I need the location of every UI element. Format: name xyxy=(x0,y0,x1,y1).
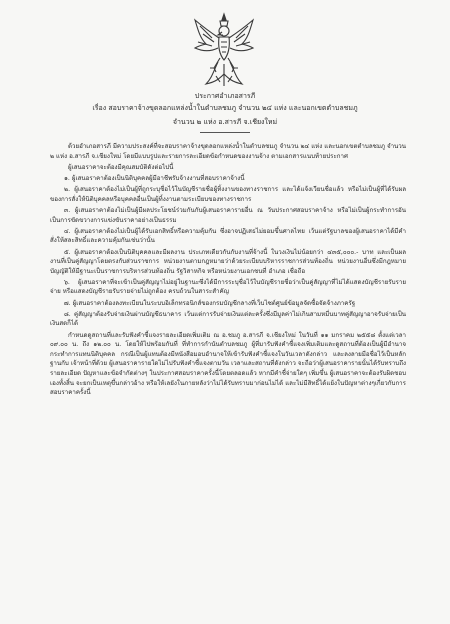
qualification-item: ๗. ผู้เสนอราคาต้องลงทะเบียนในระบบอิเล็กทรอนิกส์ของกรมบัญชีกลางที่เว็บไซต์ศูนย์ข้อมูลจัดซื้อจัดจ้างภาครัฐ xyxy=(64,299,356,307)
qualification-item: ๖. ผู้เสนอราคาที่จะเข้าเป็นคู่สัญญาไม่อยู่ในฐานะซึ่งได้มีการระบุชื่อไว้ในบัญชีรายชื่อว่าเป็นคู่สัญญาที่ไม่ได้แสดงบัญชีรายรับรายจ่าย หรือแสดงบัญชีรายรับรายจ่ายไม่ถูกต้อง ครบถ้วนในสาระสำคัญ xyxy=(50,278,406,296)
closing-paragraph: กำหนดดูสถานที่และรับฟังคำชี้แจงรายละเอียดเพิ่มเติม ณ อ.ชมภู อ.สารภี จ.เชียงใหม่ ในวันที่ ๑๑ มกราคม ๒๕๕๘ ตั้งแต่เวลา ๐๙.๐๐ น. ถึง ๑๒.๐๐ น. โดยให้ไปพร้อมกันที่ ที่ทำการกำนันตำบลชมภู ผู้ที่มารับฟังคำชี้แจงเพิ่มเติมและดูสถานที่ต้องเป็นผู้มีอำนาจกระทำการแทนนิติบุคคล กรณีเป็นผู้แทนต้องมีหนังสือมอบอำนาจให้เข้ารับฟังคำชี้แจงในวันเวลาดังกล่าว และลงลายมือชื่อไว้เป็นหลักฐานกับ เจ้าหน้าที่ด้วย ผู้เสนอราคารายใดไม่ไปรับฟังคำชี้แจงตามวัน เวลาและสถานที่ดังกล่าว จะถือว่าผู้เสนอราคารายนั้นได้รับทราบถึงรายละเอียด ปัญหาและข้อจำกัดต่างๆ ในประกาศสอบราคาครั้งนี้โดยตลอดแล้ว หากมีคำชี้จ่ายใดๆ เพิ่มขึ้น ผู้เสนอราคาจะต้องรับผิดชอบเองทั้งสิ้น จะยกเป็นเหตุขึ้นกล่าวอ้าง หรือให้เลยังในภายหลังว่าไม่ได้รับทราบมาก่อนไม่ได้ และไม่มีสิทธิ์ได้แย้งในปัญหาต่างๆเกี่ยวกับการสอบราคาครั้งนี้ xyxy=(50,331,406,397)
qualification-item: ๑. ผู้เสนอราคาต้องเป็นนิติบุคคลผู้มีอาชีพรับจ้างงานที่สอบราคาจ้างนี้ xyxy=(64,174,245,182)
garuda-emblem-icon xyxy=(192,12,256,90)
qualification-item: ๔. ผู้เสนอราคาต้องไม่เป็นผู้ได้รับเอกสิทธิ์หรือความคุ้มกัน ซึ่งอาจปฏิเสธไม่ยอมขึ้นศาลไทย เว้นแต่รัฐบาลของผู้เสนอราคาได้มีคำสั่งให้สละสิทธิ์และความคุ้มกันเช่นว่านั้น xyxy=(50,227,406,245)
qualification-heading: ผู้เสนอราคาจะต้องมีคุณสมบัติดังต่อไปนี้ xyxy=(68,163,174,171)
document-subject-cont: จำนวน ๒ แห่ง อ.สารภี จ.เชียงใหม่ xyxy=(172,118,278,126)
qualification-item: ๕. ผู้เสนอราคาต้องเป็นนิติบุคคลและมีผลงาน ประเภทเดียวกันกับงานที่จ้างนี้ ในวงเงินไม่น้อยกว่า ๔๓๕,๐๐๐.- บาท และเป็นผลงานที่เป็นคู่สัญญาโดยตรงกับส่วนราชการ หน่วยงานตามกฎหมายว่าด้วยระเบียบบริหารราชการส่วนท้องถิ่น หน่วยงานอื่นซึ่งมีกฎหมายบัญญัติให้มีฐานะเป็นราชการบริหารส่วนท้องถิ่น รัฐวิสาหกิจ หรือหน่วยงานเอกชนที่ อำเภอ เชื่อถือ xyxy=(50,248,406,275)
document-title: ประกาศอำเภอสารภี xyxy=(194,92,256,100)
intro-paragraph: ด้วยอำเภอสารภี มีความประสงค์ที่จะสอบราคาจ้างขุดลอกแหล่งน้ำในตำบลชมภู จำนวน ๒๔ แห่ง และนอกเขตตำบลชมภู จำนวน ๒ แห่ง อ.สารภี จ.เชียงใหม่ โดยมีแบบรูปและรายการละเอียดข้อกำหนดของงานจ้าง ตามเอกสารแนบท้ายประกาศ xyxy=(50,143,406,160)
qualification-item: ๘. คู่สัญญาต้องรับจ่ายเงินผ่านบัญชีธนาคาร เว้นแต่การรับจ่ายเงินแต่ละครั้งซึ่งมีมูลค่าไม่เกินสามหมื่นบาทคู่สัญญาอาจรับจ่ายเป็นเงินสดก็ได้ xyxy=(50,310,406,328)
qualification-item: ๒. ผู้เสนอราคาต้องไม่เป็นผู้ที่ถูกระบุชื่อไว้ในบัญชีรายชื่อผู้ทิ้งงานของทางราชการ และได้แจ้งเวียนชื่อแล้ว หรือไม่เป็นผู้ที่ได้รับผลของการสั่งให้นิติบุคคลหรือบุคคลอื่นเป็นผู้ทิ้งงานตามระเบียบของทางราชการ xyxy=(50,186,406,203)
document-subject: เรื่อง สอบราคาจ้างขุดลอกแหล่งน้ำในตำบลชมภู จำนวน ๒๔ แห่ง และนอกเขตตำบลชมภู xyxy=(92,104,358,112)
document-body xyxy=(50,142,406,399)
title-divider xyxy=(200,132,250,133)
qualification-item: ๓. ผู้เสนอราคาต้องไม่เป็นผู้มีผลประโยชน์ร่วมกันกับผู้เสนอราคารายอื่น ณ วันประกาศสอบราคาจ้าง หรือไม่เป็นผู้กระทำการอันเป็นการขัดขวางการแข่งขันราคาอย่างเป็นธรรม xyxy=(50,206,406,224)
